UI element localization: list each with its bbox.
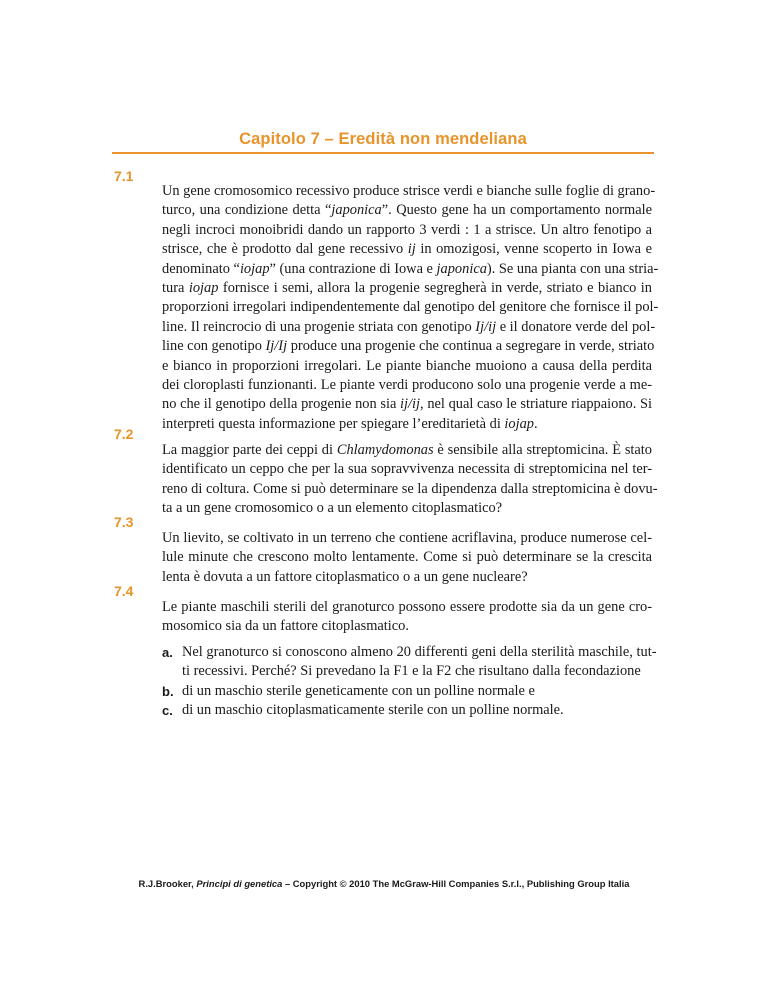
q2-line: identificato un ceppo che per la sua sopravvivenza necessita di streptomicina nel ter- — [162, 461, 652, 478]
q2-line: reno di coltura. Come si può determinare se la dipendenza dalla streptomicina è dovu- — [162, 480, 658, 497]
footer-copyright — [112, 878, 656, 889]
q1-line: e bianco in proporzioni irregolari. Le piante bianche muoiono a causa della perdita — [162, 357, 652, 374]
question-number-7-3: 7.3 — [114, 514, 134, 530]
q1-line: proporzioni irregolari indipendentemente dal genotipo del genitore che fornisce il pol- — [162, 299, 659, 316]
question-7-1 — [162, 182, 659, 434]
q1-line: Un gene cromosomico recessivo produce strisce verdi e bianche sulle foglie di grano- — [162, 183, 656, 199]
q4-line: Le piante maschili sterili del granoturco possono essere prodotte sia da un gene cro- — [162, 599, 652, 615]
question-7-2 — [162, 441, 658, 519]
q1-line: line. Il reincrocio di una progenie striata con genotipo Ij/ij e il donatore verde del pol- — [162, 318, 656, 335]
question-7-3 — [162, 529, 652, 587]
question-number-7-1: 7.1 — [114, 168, 134, 184]
chapter-title: Capitolo 7 – Eredità non mendeliana — [239, 130, 527, 148]
subquestion-b — [162, 682, 652, 701]
q2-line: La maggior parte dei ceppi di Chlamydomonas è sensibile alla streptomicina. È stato — [162, 442, 653, 458]
subquestion-c — [162, 701, 652, 720]
question-7-4 — [162, 598, 657, 720]
subquestion-a — [162, 643, 657, 682]
subquestion-line: Nel granoturco si conoscono almeno 20 differenti geni della sterilità maschile, tut- — [182, 643, 657, 660]
footer-author: R.J.Brooker, — [138, 878, 197, 889]
subquestion-label: c. — [162, 703, 173, 719]
q1-line: denominato “iojap” (una contrazione di Iowa e japonica). Se una pianta con una stria- — [162, 260, 659, 277]
q3-line: lenta è dovuta a un fattore citoplasmatico o a un gene nucleare? — [162, 568, 528, 585]
q1-line: no che il genotipo della progenie non sia ij/ij, nel qual caso le striature riappaiono. Si — [162, 396, 652, 413]
footer-book-title: Principi di genetica — [196, 878, 283, 889]
subquestion-label: a. — [162, 644, 173, 660]
question-number-7-4: 7.4 — [114, 583, 134, 599]
q1-line: dei cloroplasti funzionanti. Le piante verdi producono solo una progenie verde a me- — [162, 377, 652, 394]
q3-line: lule minute che crescono molto lentamente. Come si può determinare se la crescita — [162, 549, 652, 566]
q1-line: turco, una condizione detta “japonica”. Questo gene ha un comportamento normale — [162, 202, 652, 219]
q4-line: mosomico sia da un fattore citoplasmatico. — [162, 618, 409, 635]
subquestion-line: di un maschio sterile geneticamente con un polline normale e — [182, 682, 535, 699]
subquestion-line: ti recessivi. Perché? Si prevedano la F1 e la F2 che risultano dalla fecondazione — [182, 663, 641, 680]
q1-line: line con genotipo Ij/Ij produce una progenie che continua a segregare in verde, striato — [162, 338, 655, 355]
subquestion-label: b. — [162, 683, 174, 699]
q1-line: tura iojap fornisce i semi, allora la progenie segregherà in verde, striato e bianco in — [162, 280, 652, 297]
title-rule — [112, 152, 654, 154]
q1-line: negli incroci monoibridi dando un rapporto 3 verdi : 1 a strisce. Un altro fenotipo a — [162, 221, 652, 238]
question-number-7-2: 7.2 — [114, 426, 134, 442]
q1-line: interpreti questa informazione per spiegare l’ereditarietà di iojap. — [162, 415, 538, 432]
subquestion-list — [162, 643, 657, 721]
subquestion-line: di un maschio citoplasmaticamente sterile con un polline normale. — [182, 702, 564, 719]
q3-line: Un lievito, se coltivato in un terreno che contiene acriflavina, produce numerose cel- — [162, 530, 652, 546]
footer-copyright-text: – Copyright © 2010 The McGraw-Hill Companies S.r.l., Publishing Group Italia — [282, 878, 630, 889]
q2-line: ta a un gene cromosomico o a un elemento citoplasmatico? — [162, 500, 503, 517]
q1-line: strisce, che è prodotto dal gene recessivo ij in omozigosi, venne scoperto in Iowa e — [162, 241, 652, 258]
